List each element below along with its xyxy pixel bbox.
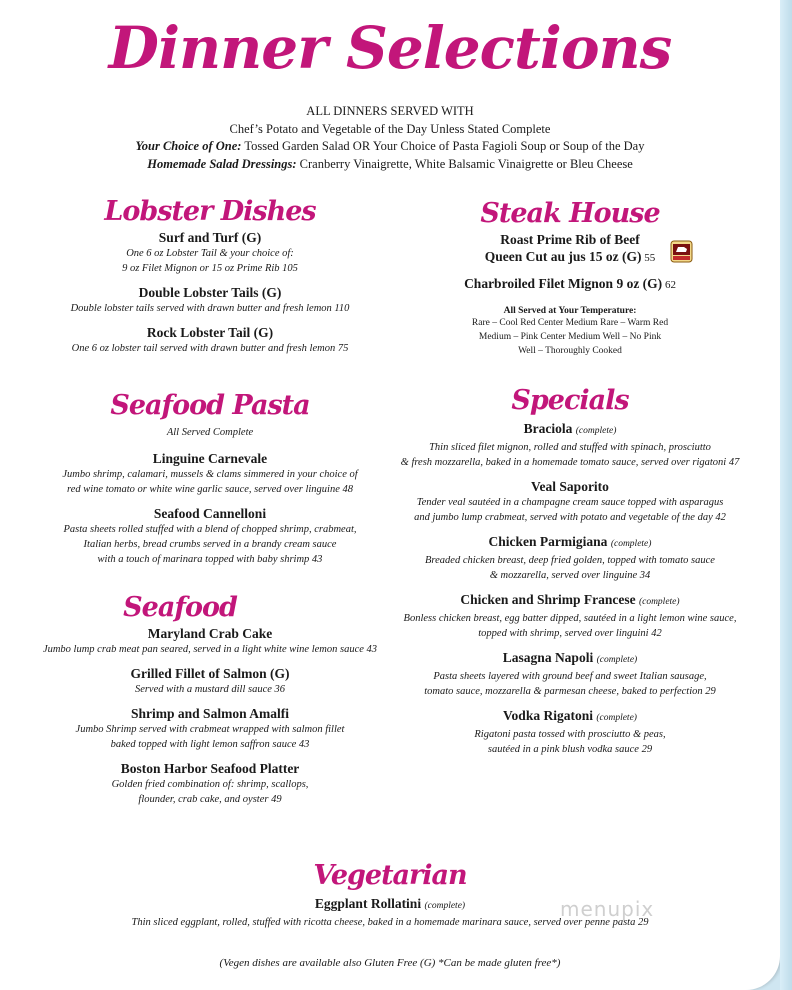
complete-tag: (complete) [575, 426, 617, 436]
menu-item-desc: One 6 oz lobster tail served with drawn butter and fresh lemon 75 [71, 343, 349, 354]
menu-item-name [380, 649, 760, 669]
menu-item-desc: Golden fried combination of: shrimp, scallops, [111, 779, 309, 790]
intro-line-3 [0, 138, 780, 156]
menu-item-name: Roast Prime Rib of Beef [500, 232, 640, 247]
menu-item-name [380, 707, 760, 727]
menu-item-desc: tomato sauce, mozzarella & parmesan cheese, baked to perfection 29 [424, 686, 716, 697]
menu-item-desc: and jumbo lump crabmeat, served with potato and vegetable of the day 42 [414, 512, 726, 523]
section-heading-seafood-pasta: Seafood Pasta [110, 390, 310, 421]
menu-item-title: Eggplant Rollatini [314, 896, 422, 911]
page-title: Dinner Selections [108, 14, 672, 82]
menu-item-title: Chicken and Shrimp Francese [460, 592, 636, 607]
menu-item-desc: topped with shrimp, served over linguini 42 [478, 628, 662, 639]
menu-item-name: Boston Harbor Seafood Platter [120, 761, 300, 776]
menu-item-title: Veal Saporito [531, 479, 609, 494]
menu-item-name-line: Charbroiled Filet Mignon 9 oz (G) [464, 276, 663, 291]
menu-item-name: Shrimp and Salmon Amalfi [131, 706, 289, 721]
menu-item-name: Linguine Carnevale [152, 451, 268, 466]
menu-item-desc: 9 oz Filet Mignon or 15 oz Prime Rib 105 [122, 263, 298, 274]
menu-item-name: Seafood Cannelloni [153, 506, 267, 521]
menu-item-desc: Pasta sheets rolled stuffed with a blend of chopped shrimp, crabmeat, [63, 524, 357, 535]
menu-item-desc: Jumbo lump crab meat pan seared, served in a light white wine lemon sauce 43 [42, 644, 378, 655]
lobster-section [60, 196, 360, 356]
intro-choice-label: Your Choice of One: [135, 139, 242, 153]
menu-item-name [380, 420, 760, 440]
menu-item-name: Surf and Turf (G) [158, 230, 262, 245]
intro-dressing-label: Homemade Salad Dressings: [147, 156, 297, 171]
intro-choice-text: Tossed Garden Salad OR Your Choice of Pasta Fagioli Soup or Soup of the Day [241, 139, 645, 153]
menu-item-desc: Pasta sheets layered with ground beef and sweet Italian sausage, [433, 671, 707, 682]
intro-block [0, 103, 780, 173]
temperature-heading: All Served at Your Temperature: [503, 306, 637, 316]
complete-tag: (complete) [424, 901, 466, 911]
seafood-pasta-section [60, 390, 360, 567]
menu-item-desc: Jumbo Shrimp served with crabmeat wrapped with salmon fillet [75, 724, 345, 735]
complete-tag: (complete) [596, 713, 637, 723]
watermark: menupix [560, 897, 655, 921]
complete-tag: (complete) [638, 597, 680, 607]
steak-section [405, 198, 735, 358]
menu-item-desc: Breaded chicken breast, deep fried golden, topped with tomato sauce [425, 555, 715, 566]
menu-item-price: 55 [641, 252, 656, 264]
menu-item-desc: Rigatoni pasta tossed with prosciutto & peas, [474, 729, 666, 740]
intro-dressing-text: Cranberry Vinaigrette, White Balsamic Vinaigrette or Bleu Cheese [296, 156, 633, 171]
temperature-line: Well – Thoroughly Cooked [518, 346, 622, 356]
intro-line-2: Chef’s Potato and Vegetable of the Day Unless Stated Complete [229, 121, 551, 136]
menu-item-desc: Bonless chicken breast, egg batter dipped, sautéed in a light lemon wine sauce, [403, 613, 737, 624]
menu-item-desc: Served with a mustard dill sauce 36 [134, 684, 286, 695]
menu-item-name: Double Lobster Tails (G) [138, 285, 282, 300]
menu-item-title: Chicken Parmigiana [488, 534, 608, 549]
menu-item-name: Rock Lobster Tail (G) [146, 325, 274, 340]
menu-item-desc: & fresh mozzarella, baked in a homemade tomato sauce, served over rigatoni 47 [400, 457, 740, 468]
menu-item-title: Lasagna Napoli [502, 650, 594, 665]
menu-item-desc: Double lobster tails served with drawn butter and fresh lemon 110 [70, 303, 350, 314]
temperature-line: Medium – Pink Center Medium Well – No Pink [478, 332, 662, 342]
specials-section [380, 385, 760, 757]
menu-item-desc: flounder, crab cake, and oyster 49 [138, 794, 282, 805]
intro-line-1: ALL DINNERS SERVED WITH [306, 104, 474, 118]
menu-item-name [405, 275, 735, 294]
temperature-line: Rare – Cool Red Center Medium Rare – Warm Red [471, 318, 669, 328]
certified-beef-badge-icon [670, 240, 693, 263]
intro-line-4 [0, 156, 780, 174]
section-heading-seafood: Seafood [123, 592, 237, 623]
menu-item-desc: Thin sliced filet mignon, rolled and stuffed with spinach, prosciutto [429, 442, 711, 453]
complete-tag: (complete) [596, 655, 638, 665]
section-note: All Served Complete [166, 427, 254, 438]
menu-item-name [380, 591, 760, 611]
menu-item-desc: sautéed in a pink blush vodka sauce 29 [487, 744, 653, 755]
menu-item-desc: Italian herbs, bread crumbs served in a brandy cream sauce [83, 539, 337, 550]
menu-item-desc: Tender veal sautéed in a champagne cream sauce topped with asparagus [416, 497, 724, 508]
menu-item-title: Vodka Rigatoni [503, 708, 593, 723]
menu-item-name [380, 478, 760, 495]
menu-item-price: 62 [662, 279, 676, 291]
menu-item-name: Grilled Fillet of Salmon (G) [130, 666, 290, 681]
menu-item-desc: with a touch of marinara topped with baby shrimp 43 [97, 554, 323, 565]
menu-item-desc: Thin sliced eggplant, rolled, stuffed with ricotta cheese, baked in a homemade marinara sauce, served over penne pasta 29 [131, 917, 649, 928]
seafood-section [40, 592, 380, 807]
menu-item-name: Maryland Crab Cake [147, 626, 273, 641]
menu-item-desc: Jumbo shrimp, calamari, mussels & clams simmered in your choice of [62, 469, 358, 480]
section-heading-lobster: Lobster Dishes [104, 196, 316, 227]
menu-item-desc: One 6 oz Lobster Tail & your choice of: [126, 248, 294, 259]
section-heading-steak: Steak House [480, 198, 660, 229]
menu-item-title: Braciola [523, 421, 573, 436]
menu-item-name-line: Queen Cut au jus 15 oz (G) [484, 249, 642, 264]
menu-item-desc: red wine tomato or white wine garlic sauce, served over linguine 48 [67, 484, 353, 495]
section-heading-specials: Specials [511, 385, 629, 416]
menu-item-name [380, 533, 760, 553]
menu-item-desc: baked topped with light lemon saffron sauce 43 [110, 739, 310, 750]
complete-tag: (complete) [610, 539, 652, 549]
menu-item-desc: & mozzarella, served over linguine 34 [489, 570, 651, 581]
section-heading-vegetarian: Vegetarian [313, 860, 467, 891]
footer-note: (Vegen dishes are available also Gluten Free (G) *Can be made gluten free*) [219, 957, 561, 969]
